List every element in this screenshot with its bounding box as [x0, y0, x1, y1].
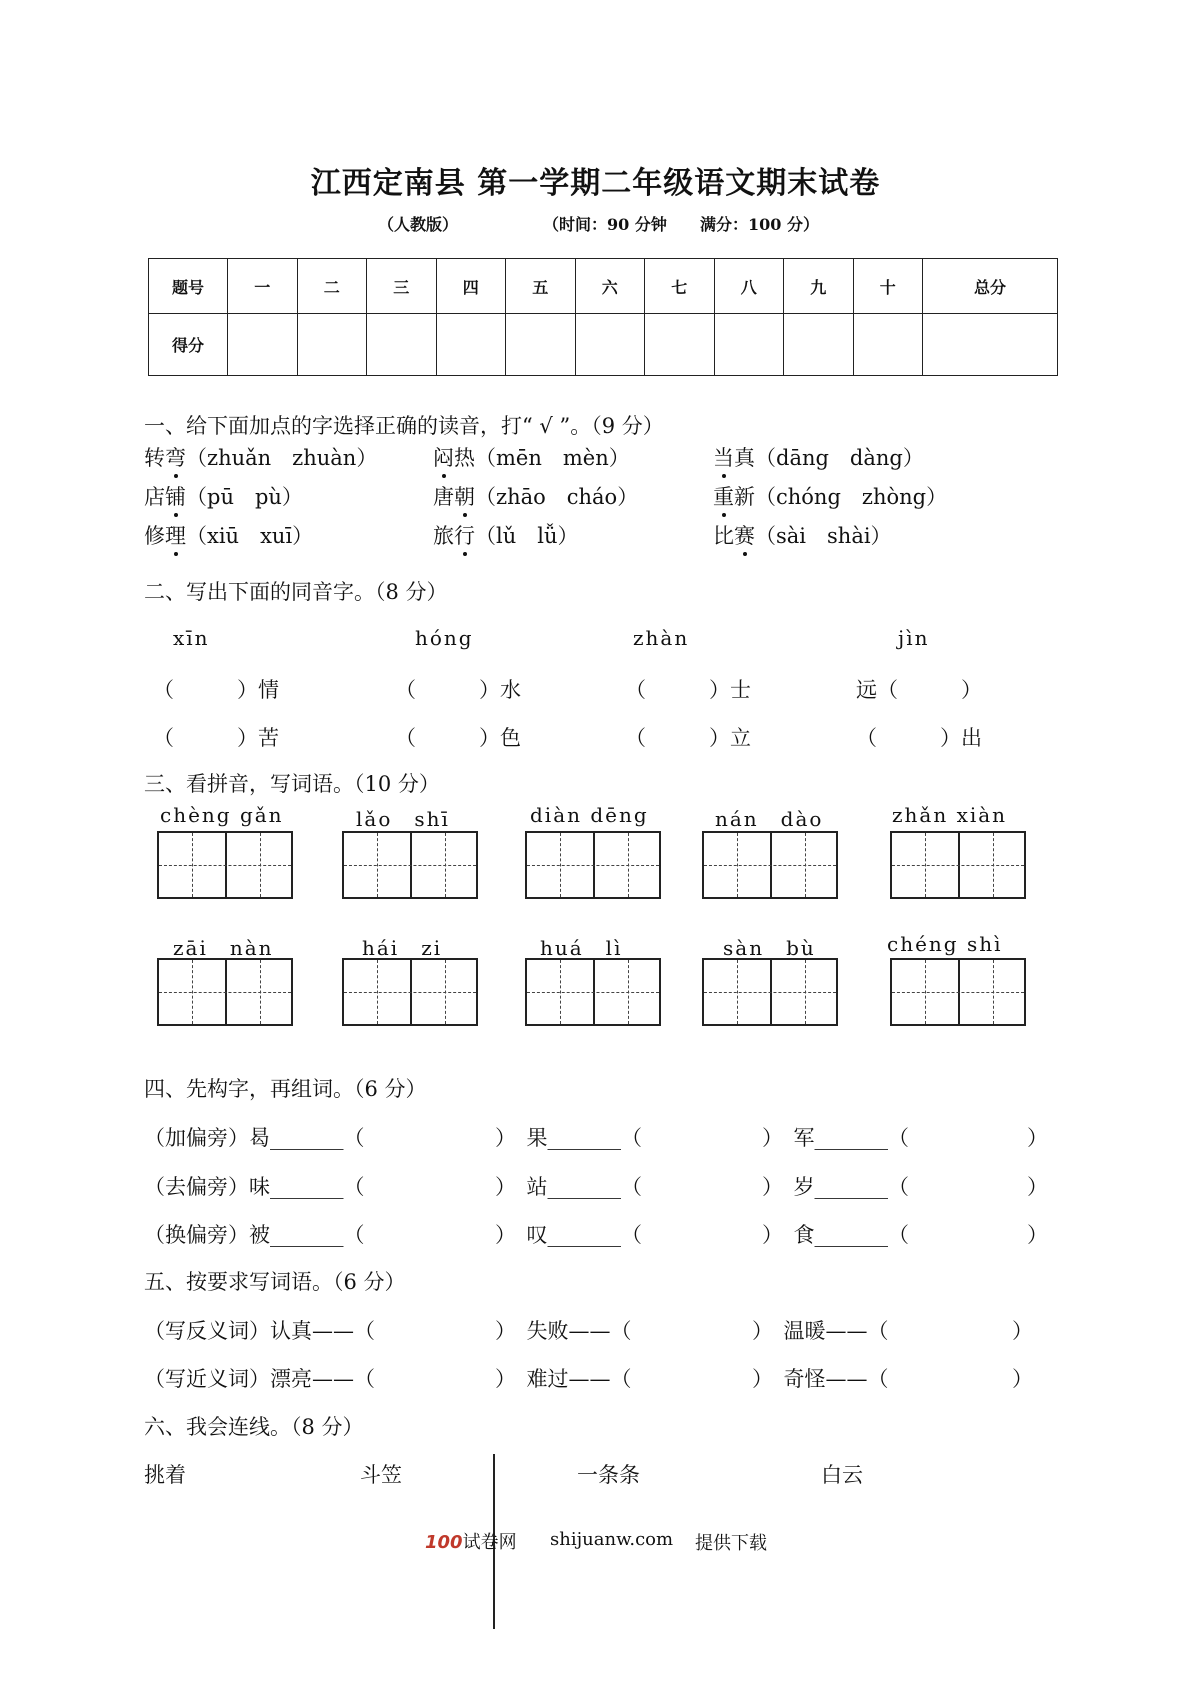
q4-field[interactable]: ） 岁_______（: [762, 1175, 909, 1199]
q3-pinyin: chéng shì: [887, 932, 1003, 956]
writing-grid[interactable]: [525, 958, 661, 1026]
score-cell: 八: [714, 259, 784, 314]
score-input-cell[interactable]: [297, 314, 367, 376]
score-input-cell[interactable]: [575, 314, 645, 376]
q1-options: （mēn mèn）: [475, 446, 630, 470]
q2-pinyin: xīn: [173, 626, 210, 650]
score-cell: 七: [645, 259, 715, 314]
q2-blank[interactable]: （ ）情: [153, 678, 279, 702]
q1-item[interactable]: [144, 442, 377, 472]
q1-char: 真: [734, 446, 755, 470]
score-cell: 总分: [923, 259, 1058, 314]
q1-dotted-char: 重: [713, 485, 734, 509]
q1-item[interactable]: [713, 442, 924, 472]
writing-grid[interactable]: [890, 831, 1026, 899]
q2-blank[interactable]: （ ）立: [625, 726, 751, 750]
q1-dotted-char: 当: [713, 446, 734, 470]
q1-item[interactable]: [713, 481, 947, 511]
q4-paren: ）: [1027, 1126, 1048, 1150]
score-cell: 十: [853, 259, 923, 314]
writing-grid[interactable]: [342, 958, 478, 1026]
q1-heading: 一、给下面加点的字选择正确的读音，打“ √ ”。（9 分）: [144, 414, 664, 438]
q5-paren: ）: [1012, 1319, 1033, 1343]
q1-dotted-char: 行: [454, 524, 475, 548]
q2-blank[interactable]: （ ）苦: [153, 726, 279, 750]
q4-field[interactable]: （加偏旁）曷_______（: [144, 1126, 365, 1150]
writing-grid[interactable]: [342, 831, 478, 899]
q3-pinyin: chèng gǎn: [160, 803, 284, 827]
q1-options: （sài shài）: [755, 524, 892, 548]
q1-item[interactable]: [433, 481, 638, 511]
writing-grid[interactable]: [702, 831, 838, 899]
q1-dotted-char: 理: [165, 524, 186, 548]
q3-pinyin: huá lì: [540, 936, 623, 960]
q4-field[interactable]: （换偏旁）被_______（: [144, 1223, 365, 1247]
q5-field[interactable]: ） 难过——（: [495, 1367, 632, 1391]
score-table: [148, 258, 1058, 376]
q6-word[interactable]: 一条条: [577, 1463, 640, 1487]
q1-item[interactable]: [433, 442, 630, 472]
score-input-cell[interactable]: [714, 314, 784, 376]
score-cell: 一: [228, 259, 298, 314]
score-input-cell[interactable]: [784, 314, 854, 376]
writing-grid[interactable]: [157, 958, 293, 1026]
q3-pinyin: hái zi: [362, 936, 443, 960]
writing-grid[interactable]: [525, 831, 661, 899]
q5-field[interactable]: （写反义词）认真——（: [144, 1319, 375, 1343]
q2-pinyin: jìn: [898, 626, 930, 650]
q1-item[interactable]: [713, 520, 892, 550]
q4-field[interactable]: ） 站_______（: [495, 1175, 642, 1199]
score-cell: 六: [575, 259, 645, 314]
q1-dotted-char: 铺: [165, 485, 186, 509]
score-cell: 三: [367, 259, 437, 314]
q1-char: 转: [144, 446, 165, 470]
q1-char: 新: [734, 485, 755, 509]
q5-field[interactable]: ） 失败——（: [495, 1319, 632, 1343]
q6-heading: 六、我会连线。（8 分）: [144, 1415, 364, 1439]
q3-pinyin: lǎo shī: [356, 807, 450, 831]
writing-grid[interactable]: [890, 958, 1026, 1026]
score-table-header-row: [149, 259, 1058, 314]
q1-dotted-char: 弯: [165, 446, 186, 470]
q4-field[interactable]: （去偏旁）味_______（: [144, 1175, 365, 1199]
q5-field[interactable]: ） 温暖——（: [752, 1319, 889, 1343]
q6-word[interactable]: 挑着: [144, 1463, 186, 1487]
page-title: 江西定南县 第一学期二年级语文期末试卷: [310, 166, 881, 201]
q3-pinyin: sàn bù: [723, 936, 816, 960]
score-cell: 题号: [149, 259, 228, 314]
q1-options: （xiū xuī）: [186, 524, 314, 548]
q2-blank[interactable]: （ ）士: [625, 678, 751, 702]
site-url[interactable]: shijuanw.com: [550, 1529, 674, 1550]
q4-field[interactable]: ） 食_______（: [762, 1223, 909, 1247]
q1-dotted-char: 闷: [433, 446, 454, 470]
q3-pinyin: nán dào: [715, 807, 824, 831]
q5-field[interactable]: ） 奇怪——（: [752, 1367, 889, 1391]
q1-char: 旅: [433, 524, 454, 548]
edition-label: （人教版）: [378, 215, 459, 234]
q2-pinyin: hóng: [415, 626, 474, 650]
q1-item[interactable]: [433, 520, 578, 550]
q1-options: （zhuǎn zhuàn）: [186, 446, 378, 470]
q4-heading: 四、先构字，再组词。（6 分）: [144, 1077, 427, 1101]
q4-paren: ）: [1027, 1175, 1048, 1199]
q1-options: （dāng dàng）: [755, 446, 924, 470]
score-table-score-row: [149, 314, 1058, 376]
full-score-label: 满分：100 分）: [700, 215, 819, 234]
score-input-cell[interactable]: [645, 314, 715, 376]
score-input-cell[interactable]: [853, 314, 923, 376]
q1-char: 热: [454, 446, 475, 470]
score-input-cell[interactable]: [506, 314, 576, 376]
q1-item[interactable]: [144, 520, 313, 550]
q1-options: （zhāo cháo）: [475, 485, 639, 509]
q2-blank[interactable]: （ ）出: [856, 726, 982, 750]
score-cell: 四: [436, 259, 506, 314]
q2-blank[interactable]: （ ）水: [395, 678, 521, 702]
q2-blank[interactable]: 远（ ）: [856, 678, 982, 702]
q3-pinyin: zāi nàn: [173, 936, 274, 960]
q6-word[interactable]: 斗笠: [360, 1463, 402, 1487]
q1-item[interactable]: [144, 481, 303, 511]
q1-dotted-char: 赛: [734, 524, 755, 548]
q3-pinyin: diàn dēng: [530, 803, 649, 827]
writing-grid[interactable]: [702, 958, 838, 1026]
score-input-cell[interactable]: [436, 314, 506, 376]
q1-char: 唐: [433, 485, 454, 509]
q6-word[interactable]: 白云: [821, 1463, 863, 1487]
q1-char: 店: [144, 485, 165, 509]
q2-heading: 二、写出下面的同音字。（8 分）: [144, 580, 448, 604]
q3-heading: 三、看拼音，写词语。（10 分）: [144, 772, 440, 796]
q1-options: （chóng zhòng）: [755, 485, 948, 509]
writing-grid[interactable]: [157, 831, 293, 899]
footer-brand: [425, 1528, 517, 1554]
score-input-cell[interactable]: [923, 314, 1058, 376]
time-label: （时间：90 分钟: [543, 215, 667, 234]
q3-pinyin: zhǎn xiàn: [892, 803, 1008, 827]
q2-pinyin: zhàn: [633, 626, 690, 650]
q1-dotted-char: 朝: [454, 485, 475, 509]
q4-field[interactable]: ） 果_______（: [495, 1126, 642, 1150]
score-row-label: 得分: [149, 314, 228, 376]
q1-options: （pū pù）: [186, 485, 303, 509]
q4-paren: ）: [1027, 1223, 1048, 1247]
q1-char: 比: [713, 524, 734, 548]
download-note: 提供下载: [695, 1533, 767, 1554]
q4-field[interactable]: ） 叹_______（: [495, 1223, 642, 1247]
q1-options: （lǔ lǚ）: [475, 524, 579, 548]
q4-field[interactable]: ） 军_______（: [762, 1126, 909, 1150]
q5-heading: 五、按要求写词语。（6 分）: [144, 1270, 406, 1294]
q1-char: 修: [144, 524, 165, 548]
score-cell: 五: [506, 259, 576, 314]
q2-blank[interactable]: （ ）色: [395, 726, 521, 750]
score-input-cell[interactable]: [228, 314, 298, 376]
score-cell: 二: [297, 259, 367, 314]
q5-paren: ）: [1012, 1367, 1033, 1391]
q5-field[interactable]: （写近义词）漂亮——（: [144, 1367, 375, 1391]
score-input-cell[interactable]: [367, 314, 437, 376]
site-logo: 100: [425, 1532, 463, 1553]
score-cell: 九: [784, 259, 854, 314]
site-name: 试卷网: [462, 1532, 517, 1553]
